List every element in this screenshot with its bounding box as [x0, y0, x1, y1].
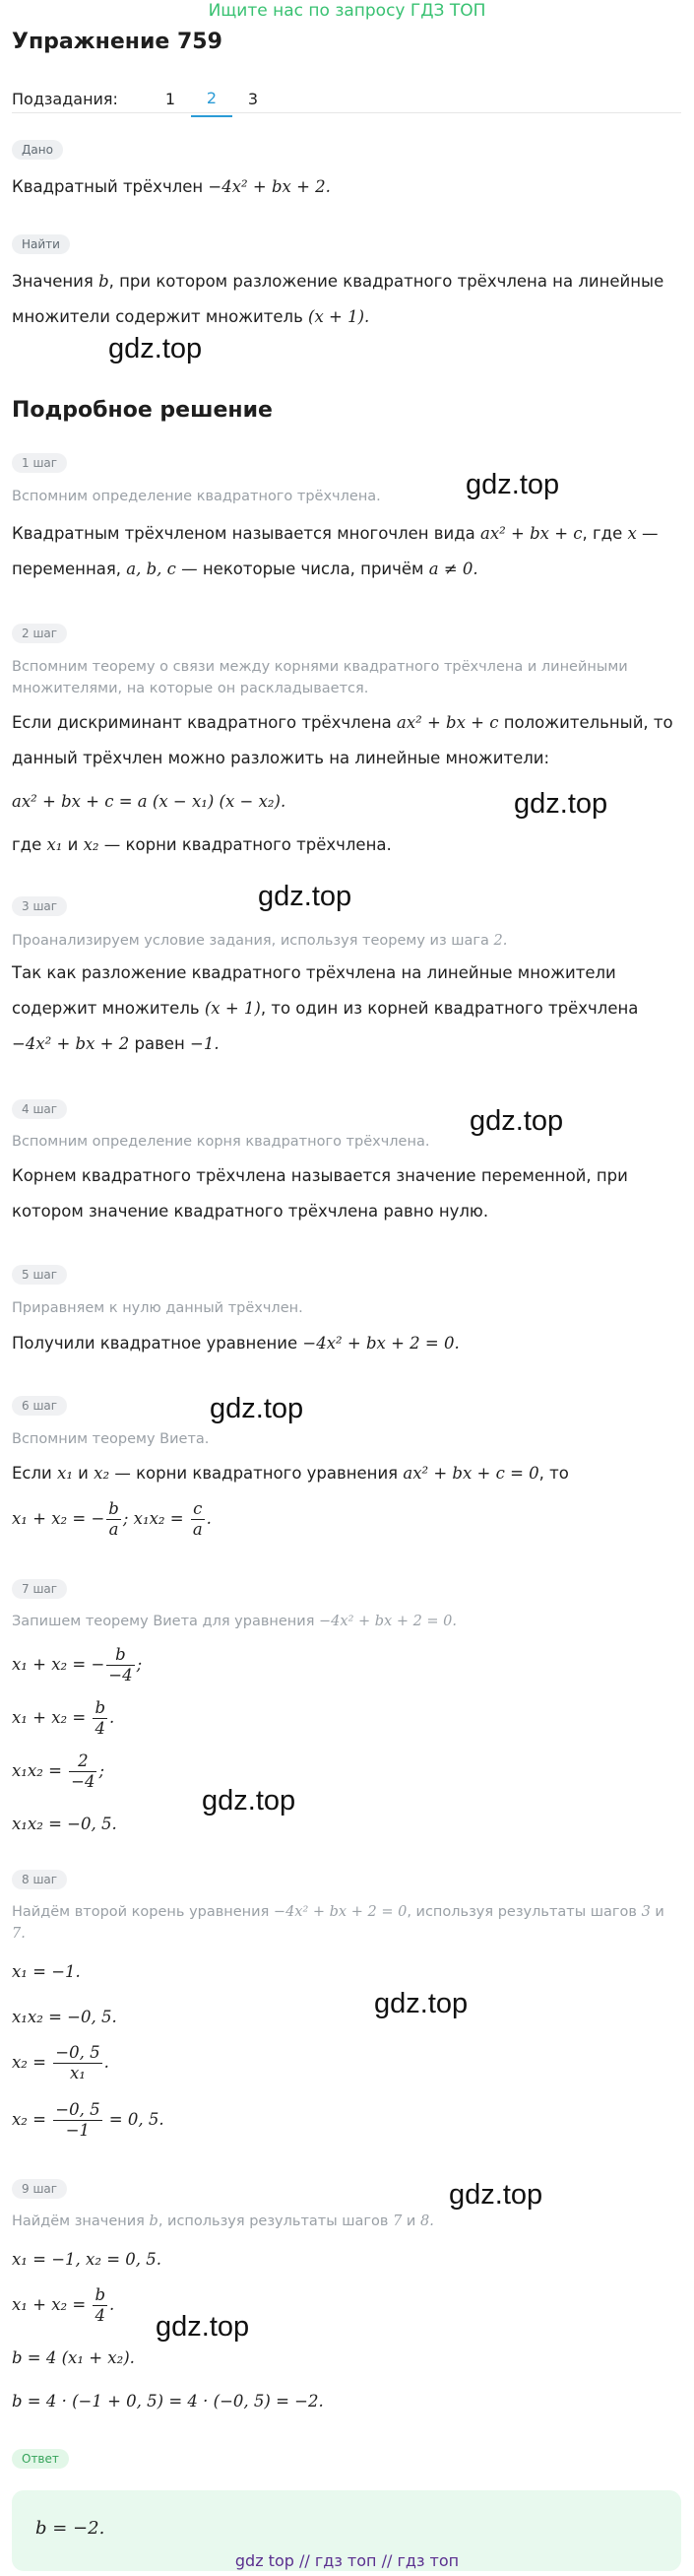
step-6-line-1 — [12, 1456, 681, 1491]
text: , используя результаты шагов — [158, 2213, 394, 2229]
subtask-tab-2[interactable]: 2 — [191, 89, 232, 117]
math: −4x² + bx + 2 = 0. — [302, 1334, 460, 1353]
text: Если — [12, 1464, 58, 1483]
math: x₂ — [83, 835, 99, 854]
step-5-chip: 5 шаг — [12, 1265, 67, 1285]
step-3-line-3 — [12, 1026, 681, 1062]
math: x — [627, 524, 637, 543]
step-6-formula — [12, 1499, 681, 1540]
numerator: c — [191, 1499, 205, 1520]
subtasks-label: Подзадания: — [12, 90, 118, 108]
subtask-tab-3[interactable]: 3 — [247, 90, 259, 108]
step-1-chip: 1 шаг — [12, 453, 67, 473]
math: ax² + bx + c — [480, 524, 583, 543]
math: (x + 1) — [204, 999, 261, 1018]
fraction — [53, 2100, 101, 2141]
text: , используя результаты шагов — [407, 1904, 642, 1920]
find-var-b: b — [98, 272, 109, 291]
fraction — [191, 1499, 205, 1540]
watermark: gdz.top — [202, 1785, 296, 1816]
find-expr: (x + 1). — [308, 307, 370, 326]
step-8-note-1 — [12, 1901, 681, 1923]
step-9-chip: 9 шаг — [12, 2179, 67, 2199]
math: −4x² + bx + 2 — [12, 1034, 130, 1053]
math: b — [149, 2213, 158, 2229]
step-2-line-2: данный трёхчлен можно разложить на линейные множители: — [12, 749, 550, 767]
step-2-formula: ax² + bx + c = a (x − x₁) (x − x₂). — [12, 792, 286, 811]
text: положительный, то — [498, 713, 673, 732]
math: ; — [98, 1761, 105, 1780]
text: — корни квадратного уравнения — [109, 1464, 404, 1483]
numerator: b — [108, 1499, 119, 1518]
step-4-line-2: котором значение квадратного трёхчлена равно нулю. — [12, 1202, 489, 1221]
math: = 0, 5. — [103, 2110, 164, 2129]
math: a ≠ 0. — [428, 560, 478, 578]
step-2-note-2: множителями, на которые он раскладывается. — [12, 681, 369, 696]
text: — — [636, 524, 659, 543]
step-6-note: Вспомним теорему Виета. — [12, 1431, 210, 1447]
given-prefix: Квадратный трёхчлен — [12, 177, 209, 196]
step-7-formula-4: x₁x₂ = −0, 5. — [12, 1815, 117, 1833]
step-8-formula-1: x₁ = −1. — [12, 1962, 81, 1981]
step-9-formula-2 — [12, 2283, 681, 2327]
math: 8. — [419, 2213, 434, 2229]
text: , то — [538, 1464, 569, 1483]
given-expr: −4x² + bx + 2. — [208, 177, 331, 196]
step-1-line-1 — [12, 516, 681, 552]
watermark: gdz.top — [470, 1105, 564, 1137]
text: где — [12, 835, 47, 854]
step-2-chip: 2 шаг — [12, 624, 67, 643]
numerator: −0, 5 — [55, 2100, 100, 2119]
numerator: b — [95, 1698, 106, 1717]
math: 3 — [641, 1904, 651, 1920]
step-8-chip: 8 шаг — [12, 1870, 67, 1889]
step-5-note: Приравняем к нулю данный трёхчлен. — [12, 1300, 303, 1316]
step-8-formula-4 — [12, 2098, 681, 2142]
denominator: a — [108, 1520, 119, 1539]
math: 2. — [493, 933, 508, 949]
text: содержит множитель — [12, 999, 205, 1018]
denominator: 4 — [95, 2306, 106, 2325]
math: x₁ + x₂ = − — [12, 1509, 105, 1528]
fraction — [93, 1698, 107, 1739]
watermark: gdz.top — [156, 2311, 250, 2343]
text: Квадратным трёхчленом называется многочлен вида — [12, 524, 481, 543]
step-7-formula-1 — [12, 1643, 681, 1686]
step-7-chip: 7 шаг — [12, 1579, 67, 1599]
denominator: −4 — [71, 1772, 95, 1791]
math: x₁ — [57, 1464, 73, 1483]
watermark: gdz.top — [210, 1393, 304, 1424]
step-7-formula-3 — [12, 1750, 681, 1793]
math: x₁ — [46, 835, 63, 854]
footer-link-gdz-top-ru-2[interactable]: гдз топ — [397, 2551, 460, 2570]
step-8-formula-3 — [12, 2041, 681, 2084]
step-7-note — [12, 1611, 681, 1632]
watermark: gdz.top — [108, 333, 203, 364]
math: x₂ = — [12, 2053, 52, 2072]
given-chip: Дано — [12, 140, 63, 160]
answer-chip: Ответ — [12, 2449, 69, 2469]
find-text-a: Значения — [12, 272, 99, 291]
promo-text: Ищите нас по запросу ГДЗ ТОП — [208, 1, 486, 21]
watermark: gdz.top — [514, 788, 608, 820]
text: переменная, — [12, 560, 127, 578]
math: −4x² + bx + 2 = 0. — [319, 1614, 458, 1629]
math: . — [109, 1708, 115, 1727]
text: Проанализируем условие задания, используя теорему из шага — [12, 933, 494, 949]
math: ; — [136, 1655, 143, 1674]
subtasks-divider — [12, 112, 681, 113]
text: , где — [582, 524, 628, 543]
math: ; x₁x₂ = — [122, 1509, 189, 1528]
math: ax² + bx + c = 0 — [403, 1464, 539, 1483]
footer-sep: // — [381, 2551, 393, 2570]
text: и — [72, 1464, 95, 1483]
denominator: 4 — [95, 1719, 106, 1738]
denominator: −1 — [65, 2121, 91, 2140]
text: равен — [129, 1034, 190, 1053]
math: 7 — [393, 2213, 403, 2229]
text: и — [650, 1904, 664, 1920]
footer-links — [0, 2551, 694, 2570]
footer-sep: // — [298, 2551, 310, 2570]
step-4-line-1: Корнем квадратного трёхчлена называется значение переменной, при — [12, 1166, 628, 1185]
step-3-note — [12, 930, 681, 952]
step-8-formula-2: x₁x₂ = −0, 5. — [12, 2008, 117, 2026]
text: Запишем теорему Виета для уравнения — [12, 1614, 320, 1629]
step-8-note-2: 7. — [12, 1926, 26, 1942]
math: −1. — [190, 1034, 220, 1053]
math: x₁ + x₂ = — [12, 2295, 92, 2314]
text: , то один из корней квадратного трёхчлена — [260, 999, 639, 1018]
step-9-formula-4: b = 4 · (−1 + 0, 5) = 4 · (−0, 5) = −2. — [12, 2392, 324, 2411]
step-7-formula-2 — [12, 1696, 681, 1740]
step-9-formula-3: b = 4 (x₁ + x₂). — [12, 2348, 135, 2367]
subtask-tab-1[interactable]: 1 — [164, 90, 176, 108]
fraction — [69, 1751, 96, 1792]
find-line-2 — [12, 299, 681, 335]
step-2-line-4 — [12, 827, 681, 863]
denominator: −4 — [108, 1666, 133, 1684]
text: Найдём второй корень уравнения — [12, 1904, 274, 1920]
step-3-line-2 — [12, 991, 681, 1026]
solution-header: Подробное решение — [12, 398, 273, 423]
math: x₂ — [94, 1464, 110, 1483]
text: — некоторые числа, причём — [175, 560, 429, 578]
watermark: gdz.top — [449, 2179, 543, 2211]
step-6-chip: 6 шаг — [12, 1396, 67, 1416]
find-text-b: , при котором разложение квадратного трёхчлена на линейные — [108, 272, 664, 291]
step-1-note: Вспомним определение квадратного трёхчлена. — [12, 489, 381, 504]
step-3-chip: 3 шаг — [12, 896, 67, 916]
watermark: gdz.top — [374, 1988, 469, 2019]
numerator: b — [106, 1645, 134, 1666]
numerator: 2 — [69, 1751, 96, 1772]
numerator: b — [95, 2285, 106, 2304]
answer-value: b = −2. — [35, 2518, 105, 2539]
text: Получили квадратное уравнение — [12, 1334, 303, 1353]
step-1-line-2 — [12, 552, 681, 587]
math: a, b, c — [126, 560, 176, 578]
math: . — [103, 2053, 109, 2072]
step-9-formula-1: x₁ = −1, x₂ = 0, 5. — [12, 2250, 162, 2269]
step-5-line-1 — [12, 1326, 681, 1361]
step-2-note-1: Вспомним теорему о связи между корнями квадратного трёхчлена и линейными — [12, 659, 628, 675]
footer-link-gdz-top[interactable]: gdz top — [234, 2551, 294, 2570]
step-9-note — [12, 2211, 681, 2232]
step-4-chip: 4 шаг — [12, 1099, 67, 1119]
denominator: a — [192, 1520, 203, 1539]
math: x₁ + x₂ = − — [12, 1655, 105, 1674]
find-line-1 — [12, 264, 681, 299]
step-2-line-1 — [12, 705, 681, 741]
text: Найдём значения — [12, 2213, 150, 2229]
fraction — [93, 2285, 107, 2326]
footer-link-gdz-top-ru[interactable]: гдз топ — [314, 2551, 377, 2570]
find-text-c: множители содержит множитель — [12, 307, 309, 326]
numerator: −0, 5 — [55, 2043, 100, 2062]
step-3-line-1: Так как разложение квадратного трёхчлена на линейные множители — [12, 963, 616, 982]
find-chip: Найти — [12, 234, 70, 254]
math: x₁ + x₂ = — [12, 1708, 92, 1727]
fraction — [53, 2043, 101, 2083]
text: Если дискриминант квадратного трёхчлена — [12, 713, 397, 732]
text: и — [62, 835, 84, 854]
text: — корни квадратного трёхчлена. — [98, 835, 392, 854]
math: x₁x₂ = — [12, 1761, 68, 1780]
step-4-note: Вспомним определение корня квадратного трёхчлена. — [12, 1134, 430, 1150]
given-text — [12, 169, 681, 205]
math: ax² + bx + c — [396, 713, 499, 732]
fraction — [106, 1499, 121, 1540]
page-title: Упражнение 759 — [12, 30, 222, 54]
math: . — [206, 1509, 212, 1528]
fraction — [106, 1645, 134, 1685]
watermark: gdz.top — [466, 469, 560, 500]
math: . — [109, 2295, 115, 2314]
watermark: gdz.top — [258, 881, 352, 912]
text: и — [402, 2213, 420, 2229]
denominator: x₁ — [69, 2064, 86, 2082]
math: x₂ = — [12, 2110, 52, 2129]
math: −4x² + bx + 2 = 0 — [273, 1904, 408, 1920]
